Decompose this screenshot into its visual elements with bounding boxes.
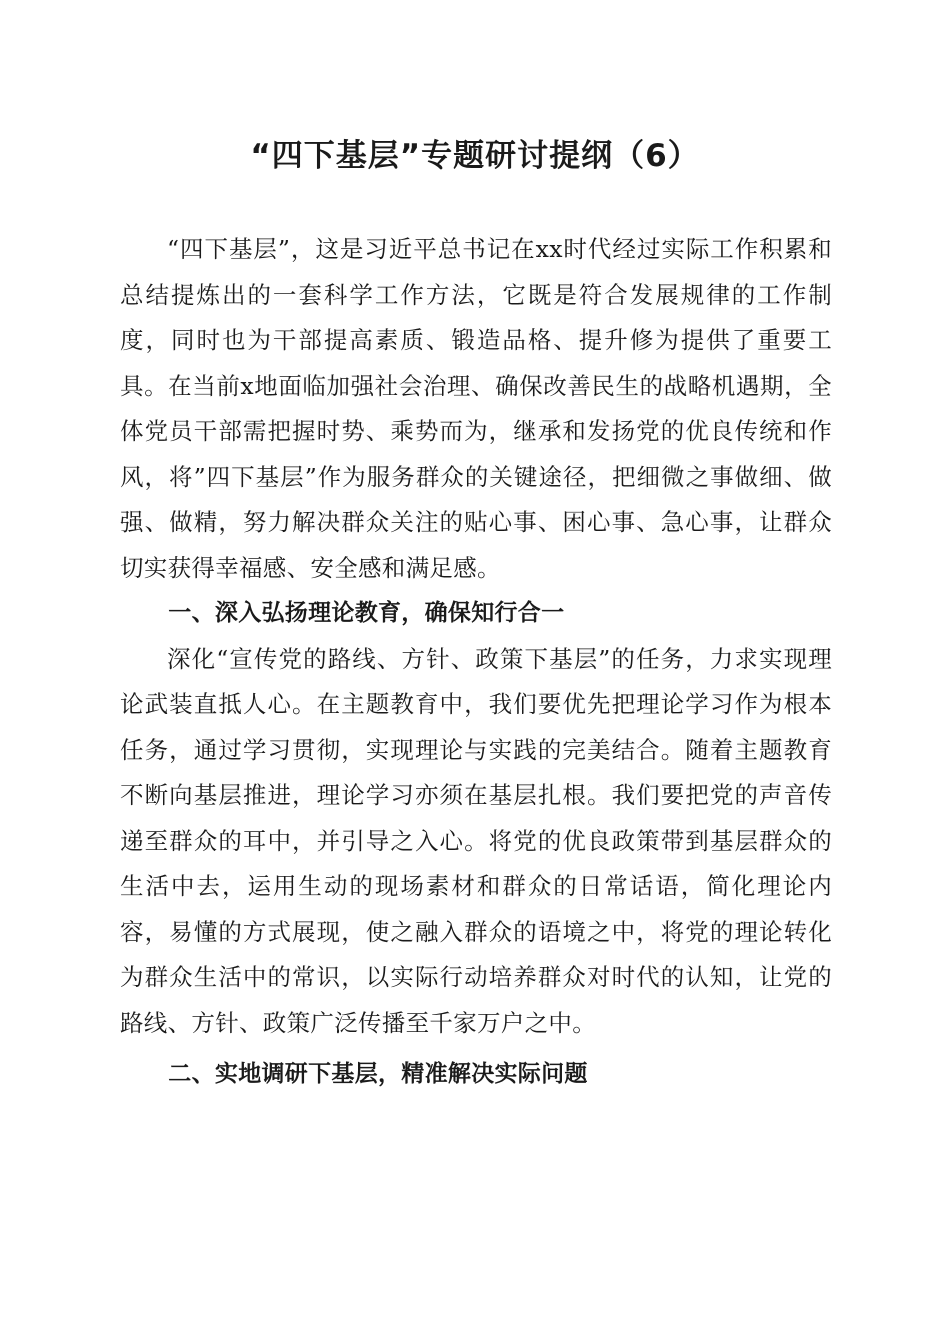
- section-1-heading: 一、深入弘扬理论教育，确保知行合一: [168, 600, 565, 626]
- section-2-heading: 二、实地调研下基层，精准解决实际问题: [168, 1061, 588, 1087]
- document-title: “四下基层”专题研讨提纲（6）: [250, 138, 700, 174]
- document-body: [120, 227, 832, 1098]
- section-1-paragraph: 深化“宣传党的路线、方针、政策下基层”的任务，力求实现理论武装直抵人心。在主题教育中，我们要优先把理论学习作为根本任务，通过学习贯彻，实现理论与实践的完美结合。随着主题教育不断向基层推进，理论学习亦须在基层扎根。我们要把党的声音传递至群众的耳中，并引导之入心。将党的优良政策带到基层群众的生活中去，运用生动的现场素材和群众的日常话语，简化理论内容，易懂的方式展现，使之融入群众的语境之中，将党的理论转化为群众生活中的常识，以实际行动培养群众对时代的认知，让党的路线、方针、政策广泛传播至千家万户之中。: [120, 644, 832, 1037]
- intro-paragraph: “四下基层”，这是习近平总书记在xx时代经过实际工作积累和总结提炼出的一套科学工作方法，它既是符合发展规律的工作制度，同时也为干部提高素质、锻造品格、提升修为提供了重要工具。在当前x地面临加强社会治理、确保改善民生的战略机遇期，全体党员干部需把握时势、乘势而为，继承和发扬党的优良传统和作风，将”四下基层”作为服务群众的关键途径，把细微之事做细、做强、做精，努力解决群众关注的贴心事、困心事、急心事，让群众切实获得幸福感、安全感和满足感。: [120, 235, 832, 582]
